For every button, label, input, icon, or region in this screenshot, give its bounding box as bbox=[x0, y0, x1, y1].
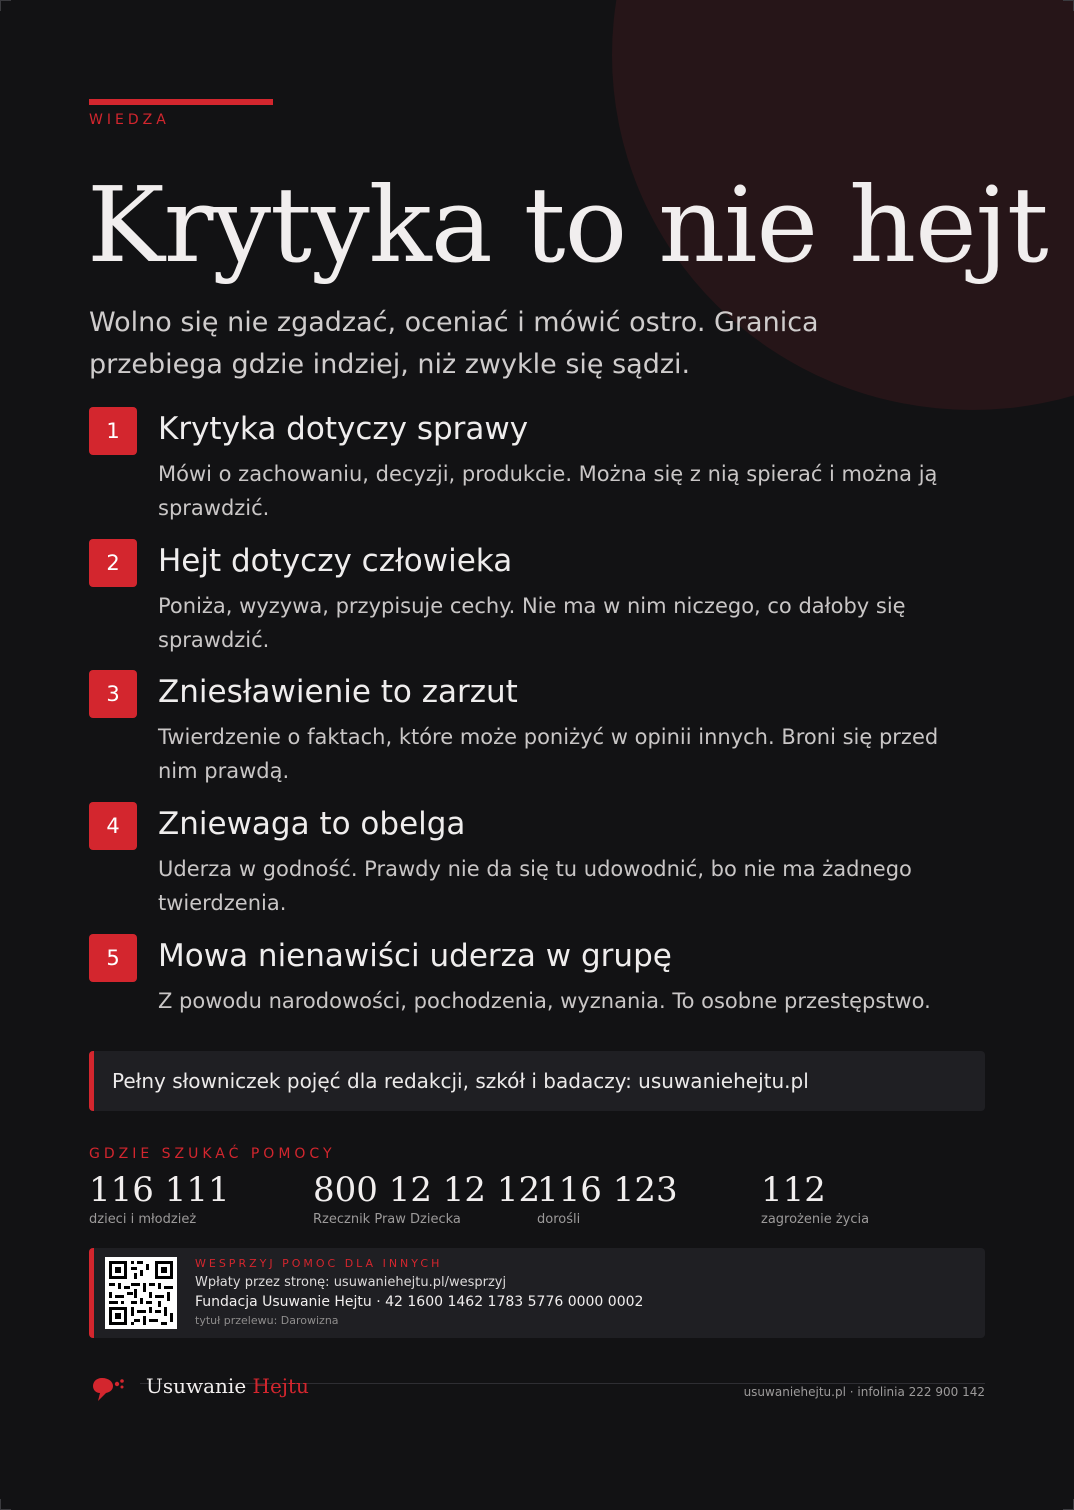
crop-mark-top-right bbox=[1063, 0, 1074, 11]
brand-logo-text bbox=[146, 1372, 309, 1400]
item-description: Z powodu narodowości, pochodzenia, wyznania. To osobne przestępstwo. bbox=[158, 989, 931, 1013]
item-number-badge: 3 bbox=[89, 670, 137, 718]
footer-contact: usuwaniehejtu.pl · infolinia 222 900 142 bbox=[743, 1385, 985, 1399]
support-donation-url[interactable]: Wpłaty przez stronę: usuwaniehejtu.pl/wesprzyj bbox=[195, 1275, 507, 1290]
helpline-item bbox=[537, 1168, 678, 1228]
item-title: Zniewaga to obelga bbox=[158, 806, 466, 842]
kicker-accent-bar bbox=[89, 99, 273, 105]
crop-mark-bottom-left bbox=[0, 1499, 11, 1510]
item-number-badge: 2 bbox=[89, 539, 137, 587]
page-title: Krytyka to nie hejt bbox=[87, 164, 1048, 286]
item-number-badge: 4 bbox=[89, 802, 137, 850]
glossary-callout: Pełny słowniczek pojęć dla redakcji, szkół i badaczy: usuwaniehejtu.pl bbox=[89, 1051, 985, 1111]
brand-name-part2: Hejtu bbox=[252, 1374, 309, 1398]
helpline-number: 116 123 bbox=[537, 1170, 678, 1210]
crop-mark-top-left bbox=[0, 0, 11, 11]
item-title: Krytyka dotyczy sprawy bbox=[158, 411, 529, 447]
support-title: WESPRZYJ POMOC DLA INNYCH bbox=[195, 1257, 443, 1270]
item-description: Poniża, wyzywa, przypisuje cechy. Nie ma w nim niczego, co dałoby się sprawdzić. bbox=[158, 594, 906, 652]
item-description: Mówi o zachowaniu, decyzji, produkcie. Można się z nią spierać i można ją sprawdzić. bbox=[158, 462, 938, 520]
helpline-label: dorośli bbox=[537, 1212, 581, 1227]
lead-paragraph: Wolno się nie zgadzać, oceniać i mówić ostro. Granica przebiega gdzie indziej, niż zwykle się sądzi. bbox=[89, 307, 819, 380]
item-number-badge: 1 bbox=[89, 407, 137, 455]
helpline-label: zagrożenie życia bbox=[761, 1212, 870, 1227]
helpline-label: dzieci i młodzież bbox=[89, 1212, 197, 1227]
item-title: Mowa nienawiści uderza w grupę bbox=[158, 938, 672, 974]
helpline-item bbox=[761, 1168, 869, 1228]
item-description: Twierdzenie o faktach, które może poniżyć w opinii innych. Broni się przed nim prawdą. bbox=[158, 725, 939, 783]
qr-code[interactable] bbox=[105, 1257, 177, 1329]
help-section-title: GDZIE SZUKAĆ POMOCY bbox=[89, 1146, 336, 1162]
speech-bubble-logo-icon bbox=[92, 1374, 128, 1404]
item-description: Uderza w godność. Prawdy nie da się tu udowodnić, bo nie ma żadnego twierdzenia. bbox=[158, 857, 912, 915]
helpline-item bbox=[313, 1168, 540, 1228]
helpline-number: 116 111 bbox=[89, 1170, 230, 1210]
kicker-label: WIEDZA bbox=[89, 112, 170, 128]
support-transfer-title: tytuł przelewu: Darowizna bbox=[195, 1314, 339, 1327]
helpline-item bbox=[89, 1168, 230, 1228]
item-title: Zniesławienie to zarzut bbox=[158, 674, 518, 710]
helpline-number: 800 12 12 12 bbox=[313, 1170, 541, 1210]
item-number-badge: 5 bbox=[89, 934, 137, 982]
item-title: Hejt dotyczy człowieka bbox=[158, 543, 513, 579]
brand-name-part1: Usuwanie bbox=[146, 1374, 247, 1398]
crop-mark-bottom-right bbox=[1063, 1499, 1074, 1510]
helpline-number: 112 bbox=[761, 1170, 826, 1210]
support-bank-account: Fundacja Usuwanie Hejtu · 42 1600 1462 1783 5776 0000 0002 bbox=[195, 1294, 644, 1310]
helpline-label: Rzecznik Praw Dziecka bbox=[313, 1212, 461, 1227]
support-panel bbox=[89, 1248, 985, 1338]
